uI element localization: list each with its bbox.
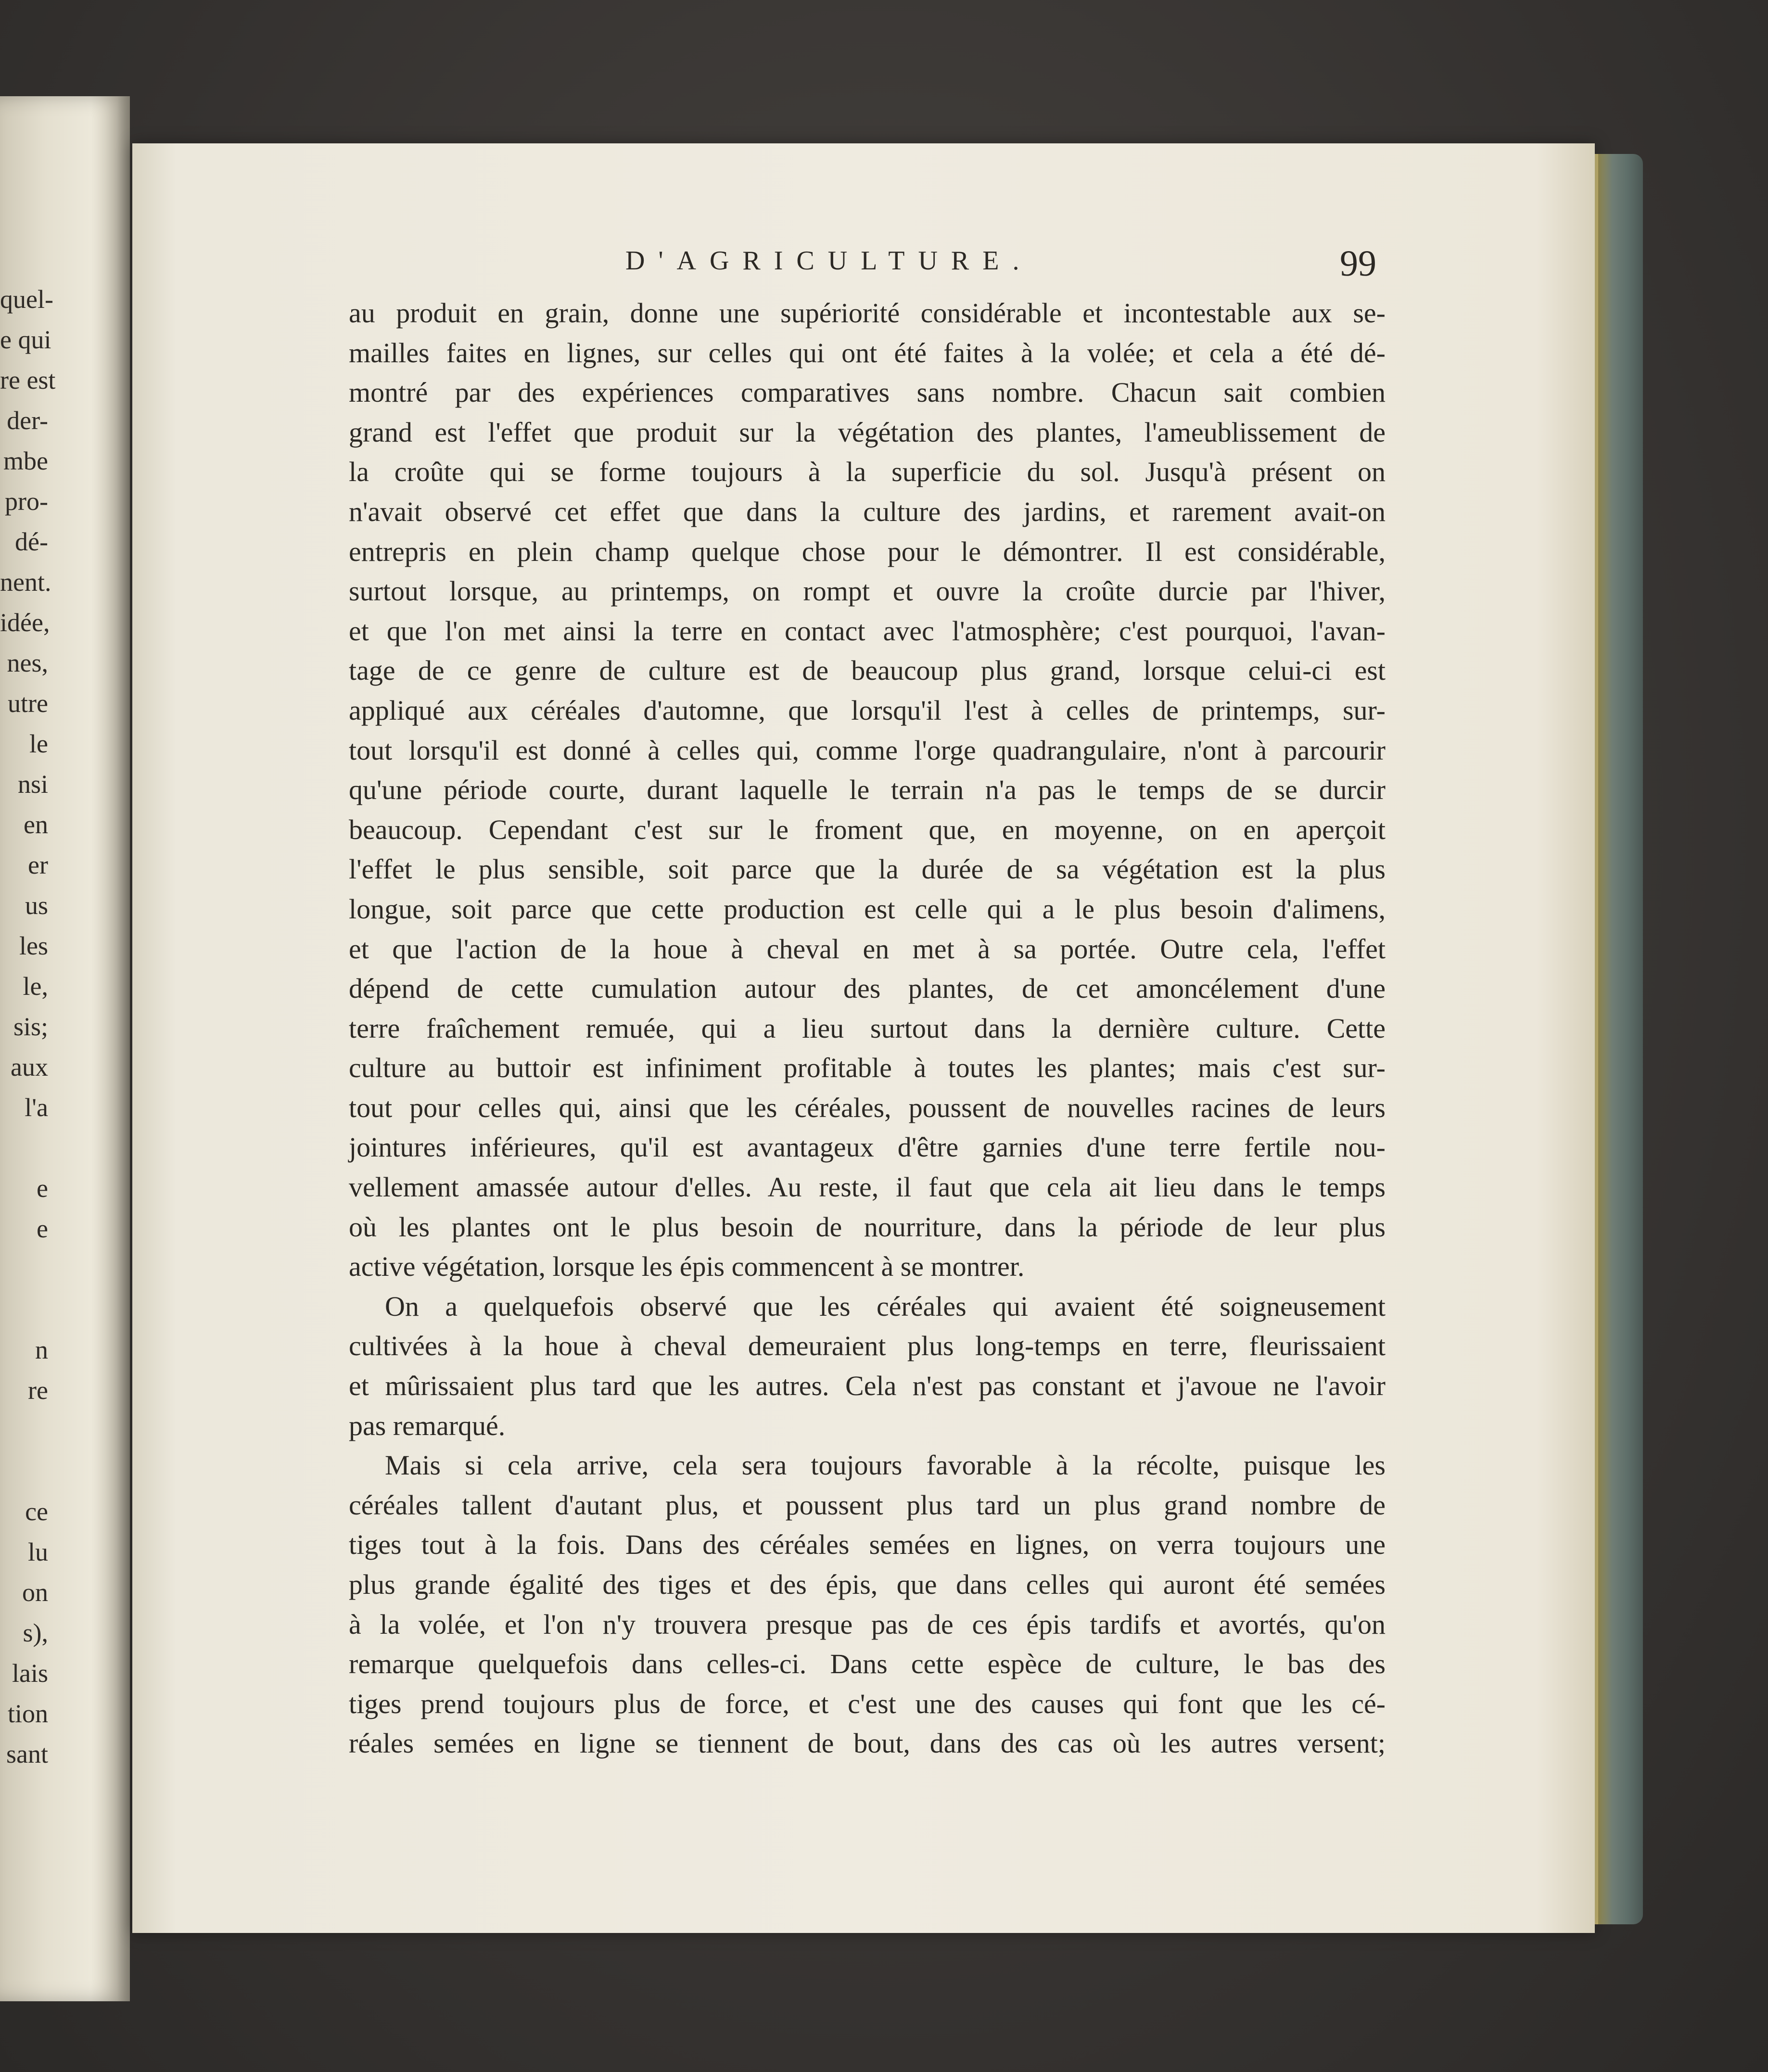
text-line: culture au buttoir est infiniment profitable à toutes les plantes; mais c'est sur- — [349, 1052, 1386, 1084]
text-line: tout pour celles qui, ainsi que les céréales, poussent de nouvelles racines de leurs — [349, 1092, 1386, 1123]
left-page-fragment: lais — [12, 1659, 48, 1688]
text-line: vellement amassée autour d'elles. Au reste, il faut que cela ait lieu dans le temps — [349, 1171, 1386, 1203]
text-line: On a quelquefois observé que les céréales qui avaient été soigneusement — [385, 1290, 1386, 1322]
left-page-fragment: utre — [8, 689, 48, 718]
left-page-fragment: dé- — [15, 527, 48, 556]
left-page-fragment: e — [37, 1214, 48, 1243]
left-page-fragment: mbe — [3, 446, 48, 475]
left-page-fragment: le, — [23, 972, 48, 1001]
left-page-fragment: ce — [25, 1497, 48, 1526]
text-line: tage de ce genre de culture est de beaucoup plus grand, lorsque celui-ci est — [349, 655, 1386, 686]
text-line: et que l'action de la houe à cheval en met à sa portée. Outre cela, l'effet — [349, 933, 1386, 965]
left-page-fragment — [0, 1289, 48, 1330]
left-page-fragment: les — [19, 931, 48, 960]
left-page-fragment: tion — [7, 1699, 48, 1728]
text-line: entrepris en plein champ quelque chose pour le démontrer. Il est considérable, — [349, 535, 1386, 567]
left-page-fragment: re est — [0, 366, 56, 394]
text-line: beaucoup. Cependant c'est sur le froment que, en moyenne, on en aperçoit — [349, 814, 1386, 845]
text-line: et que l'on met ainsi la terre en contact avec l'atmosphère; c'est pourquoi, l'avan- — [349, 615, 1386, 647]
left-page-text — [0, 279, 56, 1774]
left-page-fragment: idée, — [0, 608, 50, 637]
left-page-fragment: nes, — [7, 648, 48, 677]
text-line: plus grande égalité des tiges et des épis, que dans celles qui auront été semées — [349, 1569, 1386, 1600]
text-line: n'avait observé cet effet que dans la culture des jardins, et rarement avait-on — [349, 496, 1386, 527]
text-line: jointures inférieures, qu'il est avantageux d'être garnies d'une terre fertile nou- — [349, 1131, 1386, 1163]
left-page-fragment: sant — [6, 1740, 48, 1768]
text-line: remarque quelquefois dans celles-ci. Dans cette espèce de culture, le bas des — [349, 1648, 1386, 1680]
body-text — [349, 293, 1386, 1764]
left-page-fragment: en — [24, 810, 48, 839]
text-line: tiges tout à la fois. Dans des céréales semées en lignes, on verra toujours une — [349, 1529, 1386, 1561]
text-line: la croûte qui se forme toujours à la superficie du sol. Jusqu'à présent on — [349, 456, 1386, 488]
text-line: appliqué aux céréales d'automne, que lorsqu'il l'est à celles de printemps, sur- — [349, 694, 1386, 726]
text-line: céréales tallent d'autant plus, et poussent plus tard un plus grand nombre de — [349, 1489, 1386, 1521]
left-page-fragment: s), — [23, 1618, 48, 1647]
text-line: longue, soit parce que cette production est celle qui a le plus besoin d'alimens, — [349, 893, 1386, 925]
text-line: dépend de cette cumulation autour des plantes, de cet amoncélement d'une — [349, 973, 1386, 1004]
text-line: tiges prend toujours plus de force, et c'est une des causes qui font que les cé- — [349, 1688, 1386, 1719]
left-page-fragment: e qui — [0, 325, 51, 354]
left-page-fragment — [0, 1411, 48, 1451]
text-line: Mais si cela arrive, cela sera toujours favorable à la récolte, puisque les — [385, 1449, 1386, 1481]
left-page-fragment — [0, 1451, 48, 1491]
text-line: grand est l'effet que produit sur la végétation des plantes, l'ameublissement de — [349, 416, 1386, 448]
text-line: tout lorsqu'il est donné à celles qui, comme l'orge quadrangulaire, n'ont à parcourir — [349, 734, 1386, 766]
running-header: D'AGRICULTURE. — [625, 246, 1033, 276]
left-page-fragment — [0, 1249, 48, 1289]
left-page-fragment: us — [25, 891, 48, 920]
left-page-fragment: nent. — [0, 568, 51, 597]
text-line: montré par des expériences comparatives sans nombre. Chacun sait combien — [349, 377, 1386, 408]
text-line: cultivées à la houe à cheval demeuraient plus long-temps en terre, fleurissaient — [349, 1330, 1386, 1362]
left-page-fragment: er — [28, 851, 48, 879]
text-line: où les plantes ont le plus besoin de nourriture, dans la période de leur plus — [349, 1211, 1386, 1243]
text-line: au produit en grain, donne une supériorité considérable et incontestable aux se- — [349, 297, 1386, 329]
text-line: active végétation, lorsque les épis commencent à se montrer. — [349, 1251, 1025, 1283]
text-line: pas remarqué. — [349, 1410, 506, 1441]
text-line: qu'une période courte, durant laquelle le terrain n'a pas le temps de se durcir — [349, 774, 1386, 806]
text-line: mailles faites en lignes, sur celles qui ont été faites à la volée; et cela a été dé- — [349, 337, 1386, 369]
left-page-fragment: quel- — [0, 285, 53, 314]
left-page-fragment: aux — [11, 1053, 48, 1081]
text-line: terre fraîchement remuée, qui a lieu surtout dans la dernière culture. Cette — [349, 1012, 1386, 1044]
left-page-fragment: pro- — [5, 487, 48, 516]
left-page-fragment: lu — [27, 1538, 48, 1566]
left-page-fragment: n — [35, 1335, 48, 1364]
left-page-fragment: der- — [7, 406, 48, 435]
left-page-fragment: nsi — [17, 770, 48, 799]
left-page-fragment: re — [28, 1376, 48, 1405]
text-line: à la volée, et l'on n'y trouvera presque pas de ces épis tardifs et avortés, qu'on — [349, 1608, 1386, 1640]
text-line: surtout lorsque, au printemps, on rompt et ouvre la croûte durcie par l'hiver, — [349, 575, 1386, 607]
left-page-fragment: l'a — [25, 1093, 48, 1122]
book-cover-edge — [1592, 154, 1643, 1924]
left-page-fragment — [0, 1128, 48, 1168]
left-page — [0, 96, 130, 2001]
text-line: réales semées en ligne se tiennent de bout, dans des cas où les autres versent; — [349, 1728, 1386, 1759]
left-page-fragment: le — [29, 729, 48, 758]
text-line: et mûrissaient plus tard que les autres. Cela n'est pas constant et j'avoue ne l'avoir — [349, 1370, 1386, 1402]
left-page-fragment: e — [37, 1174, 48, 1203]
left-page-fragment: sis; — [13, 1012, 48, 1041]
page-number: 99 — [1340, 243, 1376, 284]
left-page-fragment: on — [22, 1578, 48, 1607]
text-line: l'effet le plus sensible, soit parce que la durée de sa végétation est la plus — [349, 853, 1386, 885]
